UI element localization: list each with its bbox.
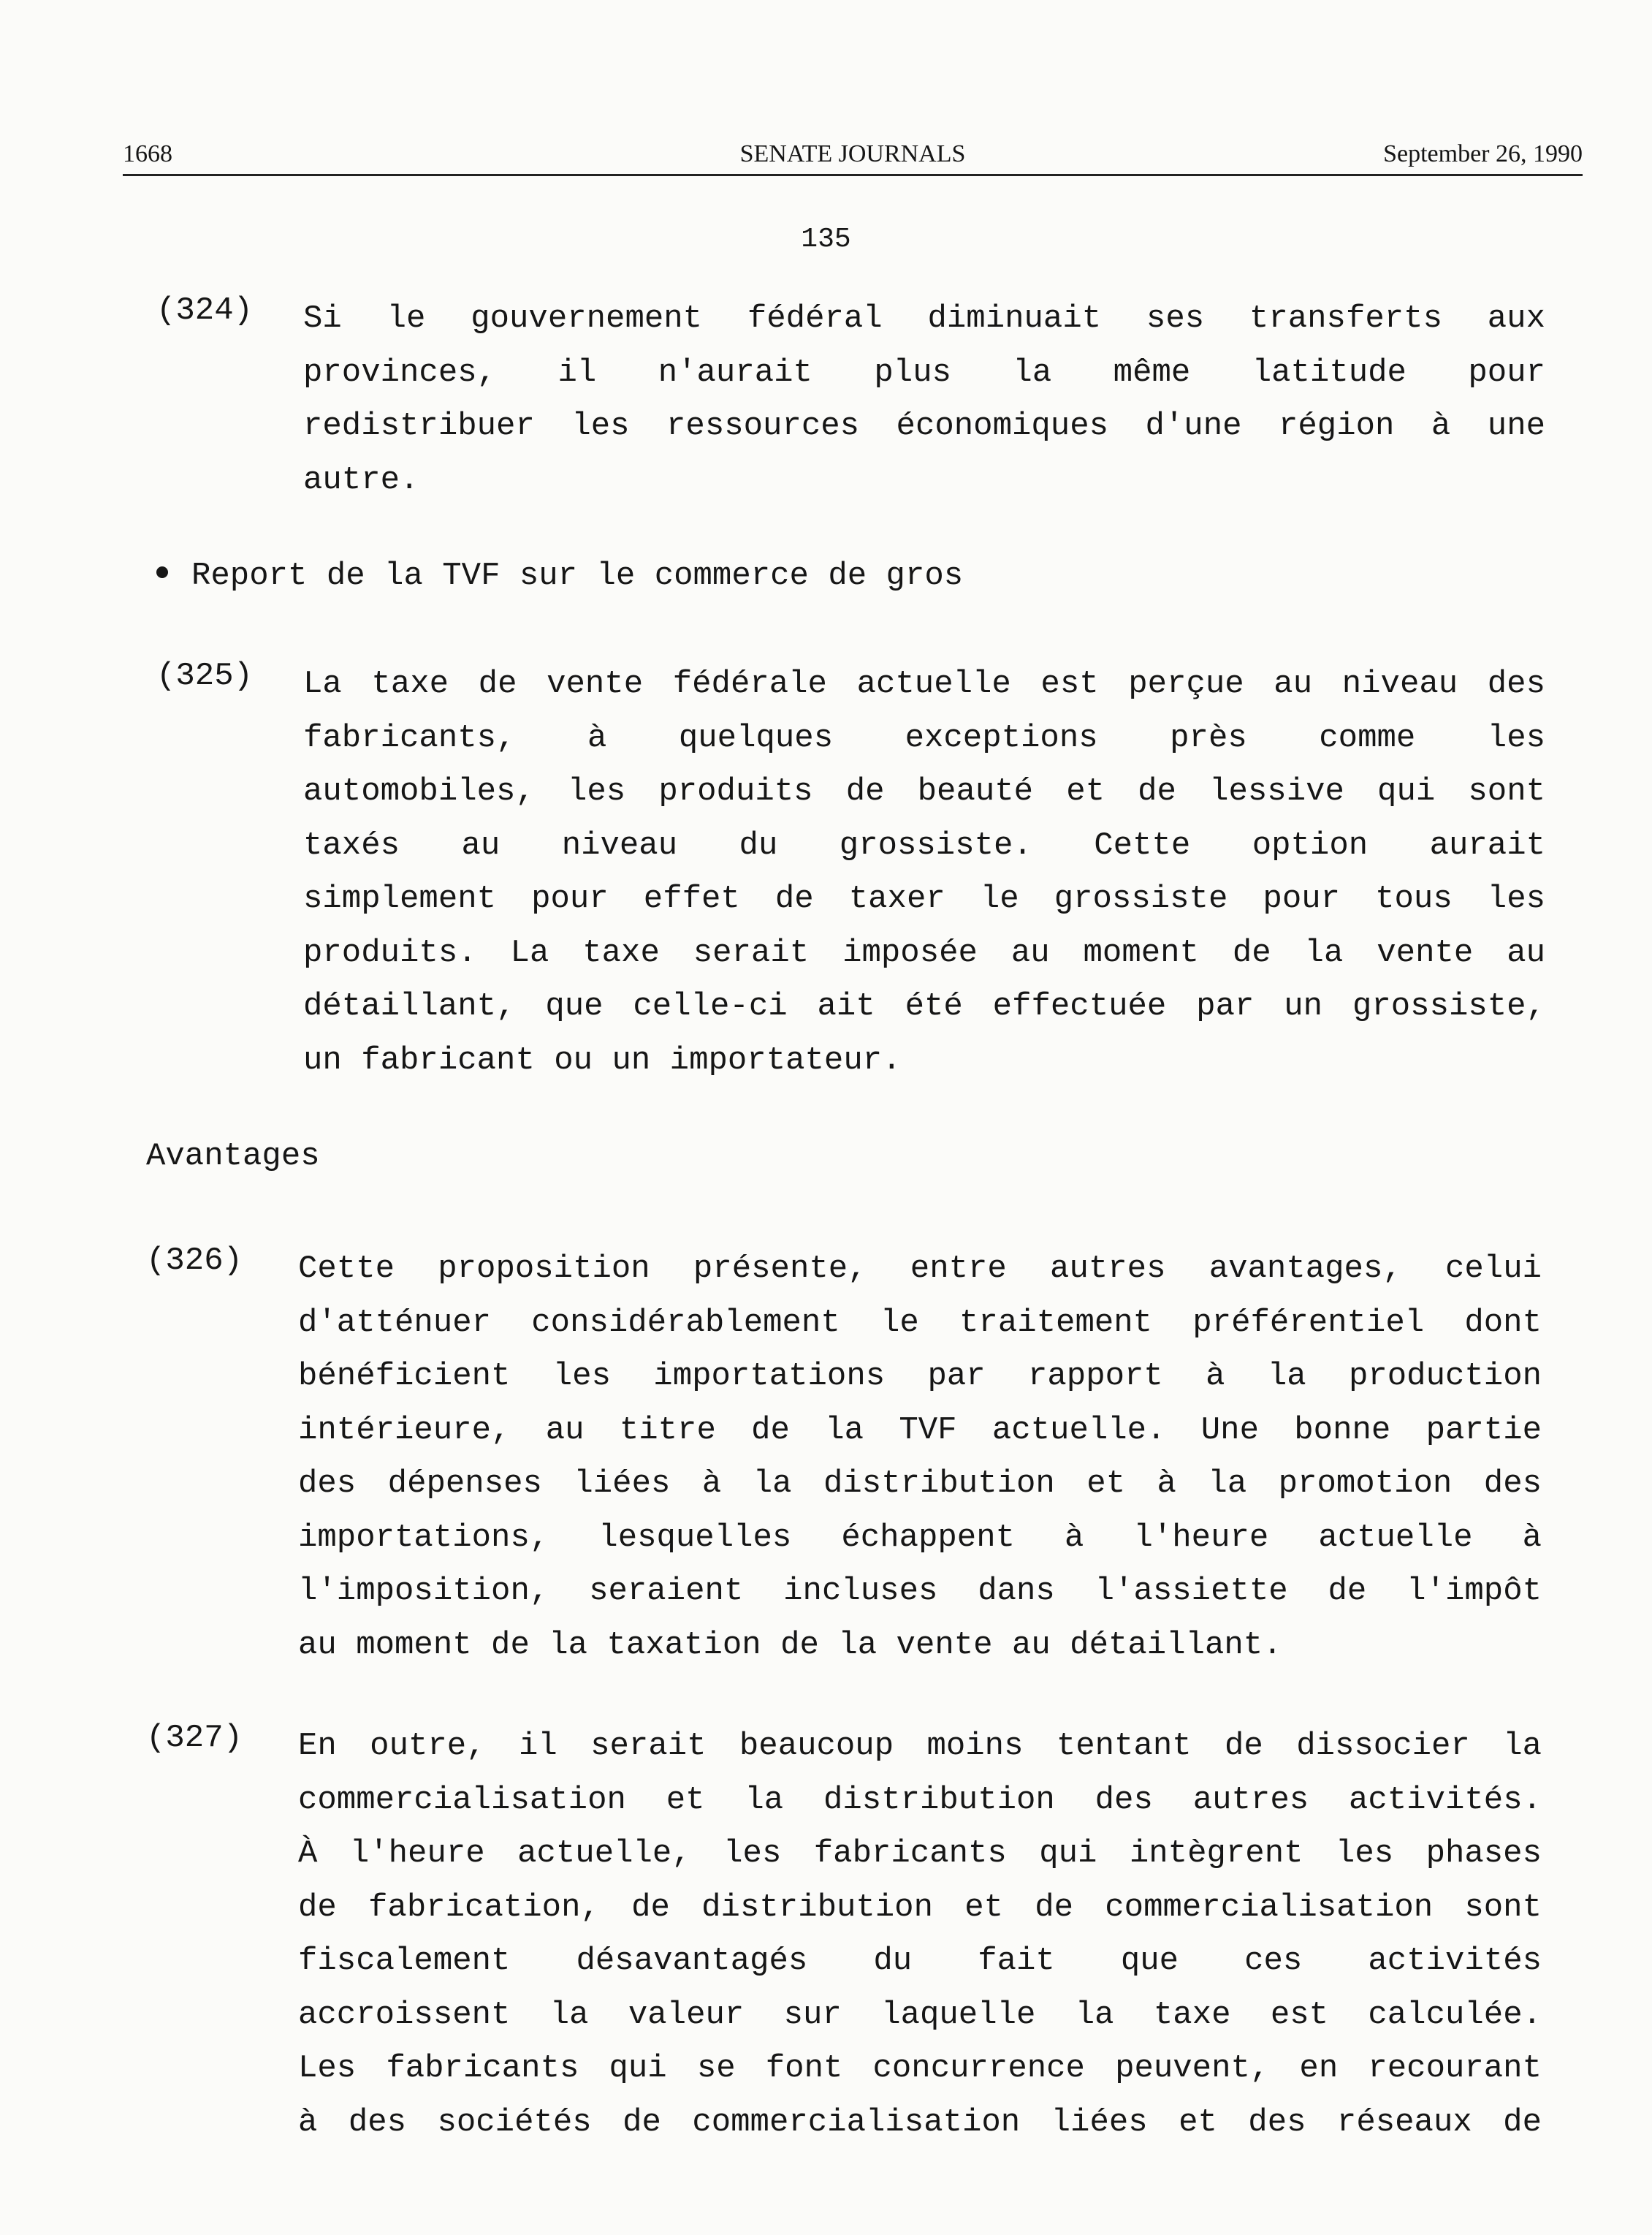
- paragraph-line: taxés au niveau du grossiste. Cette option aurait: [303, 827, 1545, 864]
- paragraph-number-324: (324): [156, 292, 254, 329]
- paragraph-line: produits. La taxe serait imposée au moment de la vente au: [303, 934, 1545, 971]
- paragraph-line: fiscalement désavantagés du fait que ces activités: [298, 1943, 1542, 1979]
- page-header: [123, 140, 1583, 176]
- paragraph-line: redistribuer les ressources économiques d'une région à une: [303, 408, 1545, 444]
- bullet-dot-icon: [156, 566, 168, 578]
- paragraph-line: de fabrication, de distribution et de commercialisation sont: [298, 1889, 1542, 1926]
- paragraph-327: [298, 1720, 1542, 2149]
- paragraph-line: l'imposition, seraient incluses dans l'assiette de l'impôt: [298, 1573, 1542, 1609]
- section-number: 135: [801, 224, 851, 255]
- paragraph-325: [303, 658, 1545, 1088]
- paragraph-line: un fabricant ou un importateur.: [303, 1041, 902, 1079]
- bullet-heading: [156, 550, 963, 604]
- paragraph-line: simplement pour effet de taxer le grossiste pour tous les: [303, 881, 1545, 917]
- paragraph-number-327: (327): [146, 1720, 243, 1756]
- section-heading: Avantages: [146, 1138, 320, 1175]
- paragraph-line: automobiles, les produits de beauté et de lessive qui sont: [303, 773, 1545, 810]
- paragraph-line: La taxe de vente fédérale actuelle est perçue au niveau des: [303, 666, 1545, 702]
- paragraph-324: [303, 292, 1545, 507]
- paragraph-line: provinces, il n'aurait plus la même latitude pour: [303, 354, 1545, 391]
- paragraph-line: accroissent la valeur sur laquelle la taxe est calculée.: [298, 1996, 1542, 2033]
- paragraph-line: commercialisation et la distribution des autres activités.: [298, 1781, 1542, 1818]
- paragraph-line: Cette proposition présente, entre autres avantages, celui: [298, 1251, 1542, 1287]
- paragraph-line: autre.: [303, 461, 419, 498]
- paragraph-line: au moment de la taxation de la vente au détaillant.: [298, 1626, 1282, 1663]
- paragraph-line: Les fabricants qui se font concurrence peuvent, en recourant: [298, 2050, 1542, 2087]
- paragraph-number-326: (326): [146, 1242, 243, 1279]
- paragraph-line: bénéficient les importations par rapport à la production: [298, 1358, 1542, 1394]
- header-page-number: 1668: [123, 140, 172, 167]
- paragraph-line: fabricants, à quelques exceptions près comme les: [303, 719, 1545, 756]
- paragraph-326: [298, 1242, 1542, 1672]
- paragraph-number-325: (325): [156, 658, 254, 694]
- bullet-heading-text: Report de la TVF sur le commerce de gros: [191, 558, 964, 594]
- paragraph-line: d'atténuer considérablement le traitement préférentiel dont: [298, 1304, 1542, 1341]
- header-date: September 26, 1990: [1383, 140, 1583, 167]
- paragraph-line: à des sociétés de commercialisation liées et des réseaux de: [298, 2103, 1542, 2141]
- paragraph-line: À l'heure actuelle, les fabricants qui intègrent les phases: [298, 1835, 1542, 1872]
- paragraph-line: des dépenses liées à la distribution et à la promotion des: [298, 1465, 1542, 1502]
- paragraph-line: En outre, il serait beaucoup moins tentant de dissocier la: [298, 1728, 1542, 1764]
- paragraph-line: intérieure, au titre de la TVF actuelle. Une bonne partie: [298, 1411, 1542, 1449]
- paragraph-line: importations, lesquelles échappent à l'heure actuelle à: [298, 1519, 1542, 1556]
- header-title: SENATE JOURNALS: [739, 140, 966, 167]
- paragraph-line: Si le gouvernement fédéral diminuait ses transferts aux: [303, 300, 1545, 337]
- paragraph-line: détaillant, que celle-ci ait été effectuée par un grossiste,: [303, 988, 1545, 1025]
